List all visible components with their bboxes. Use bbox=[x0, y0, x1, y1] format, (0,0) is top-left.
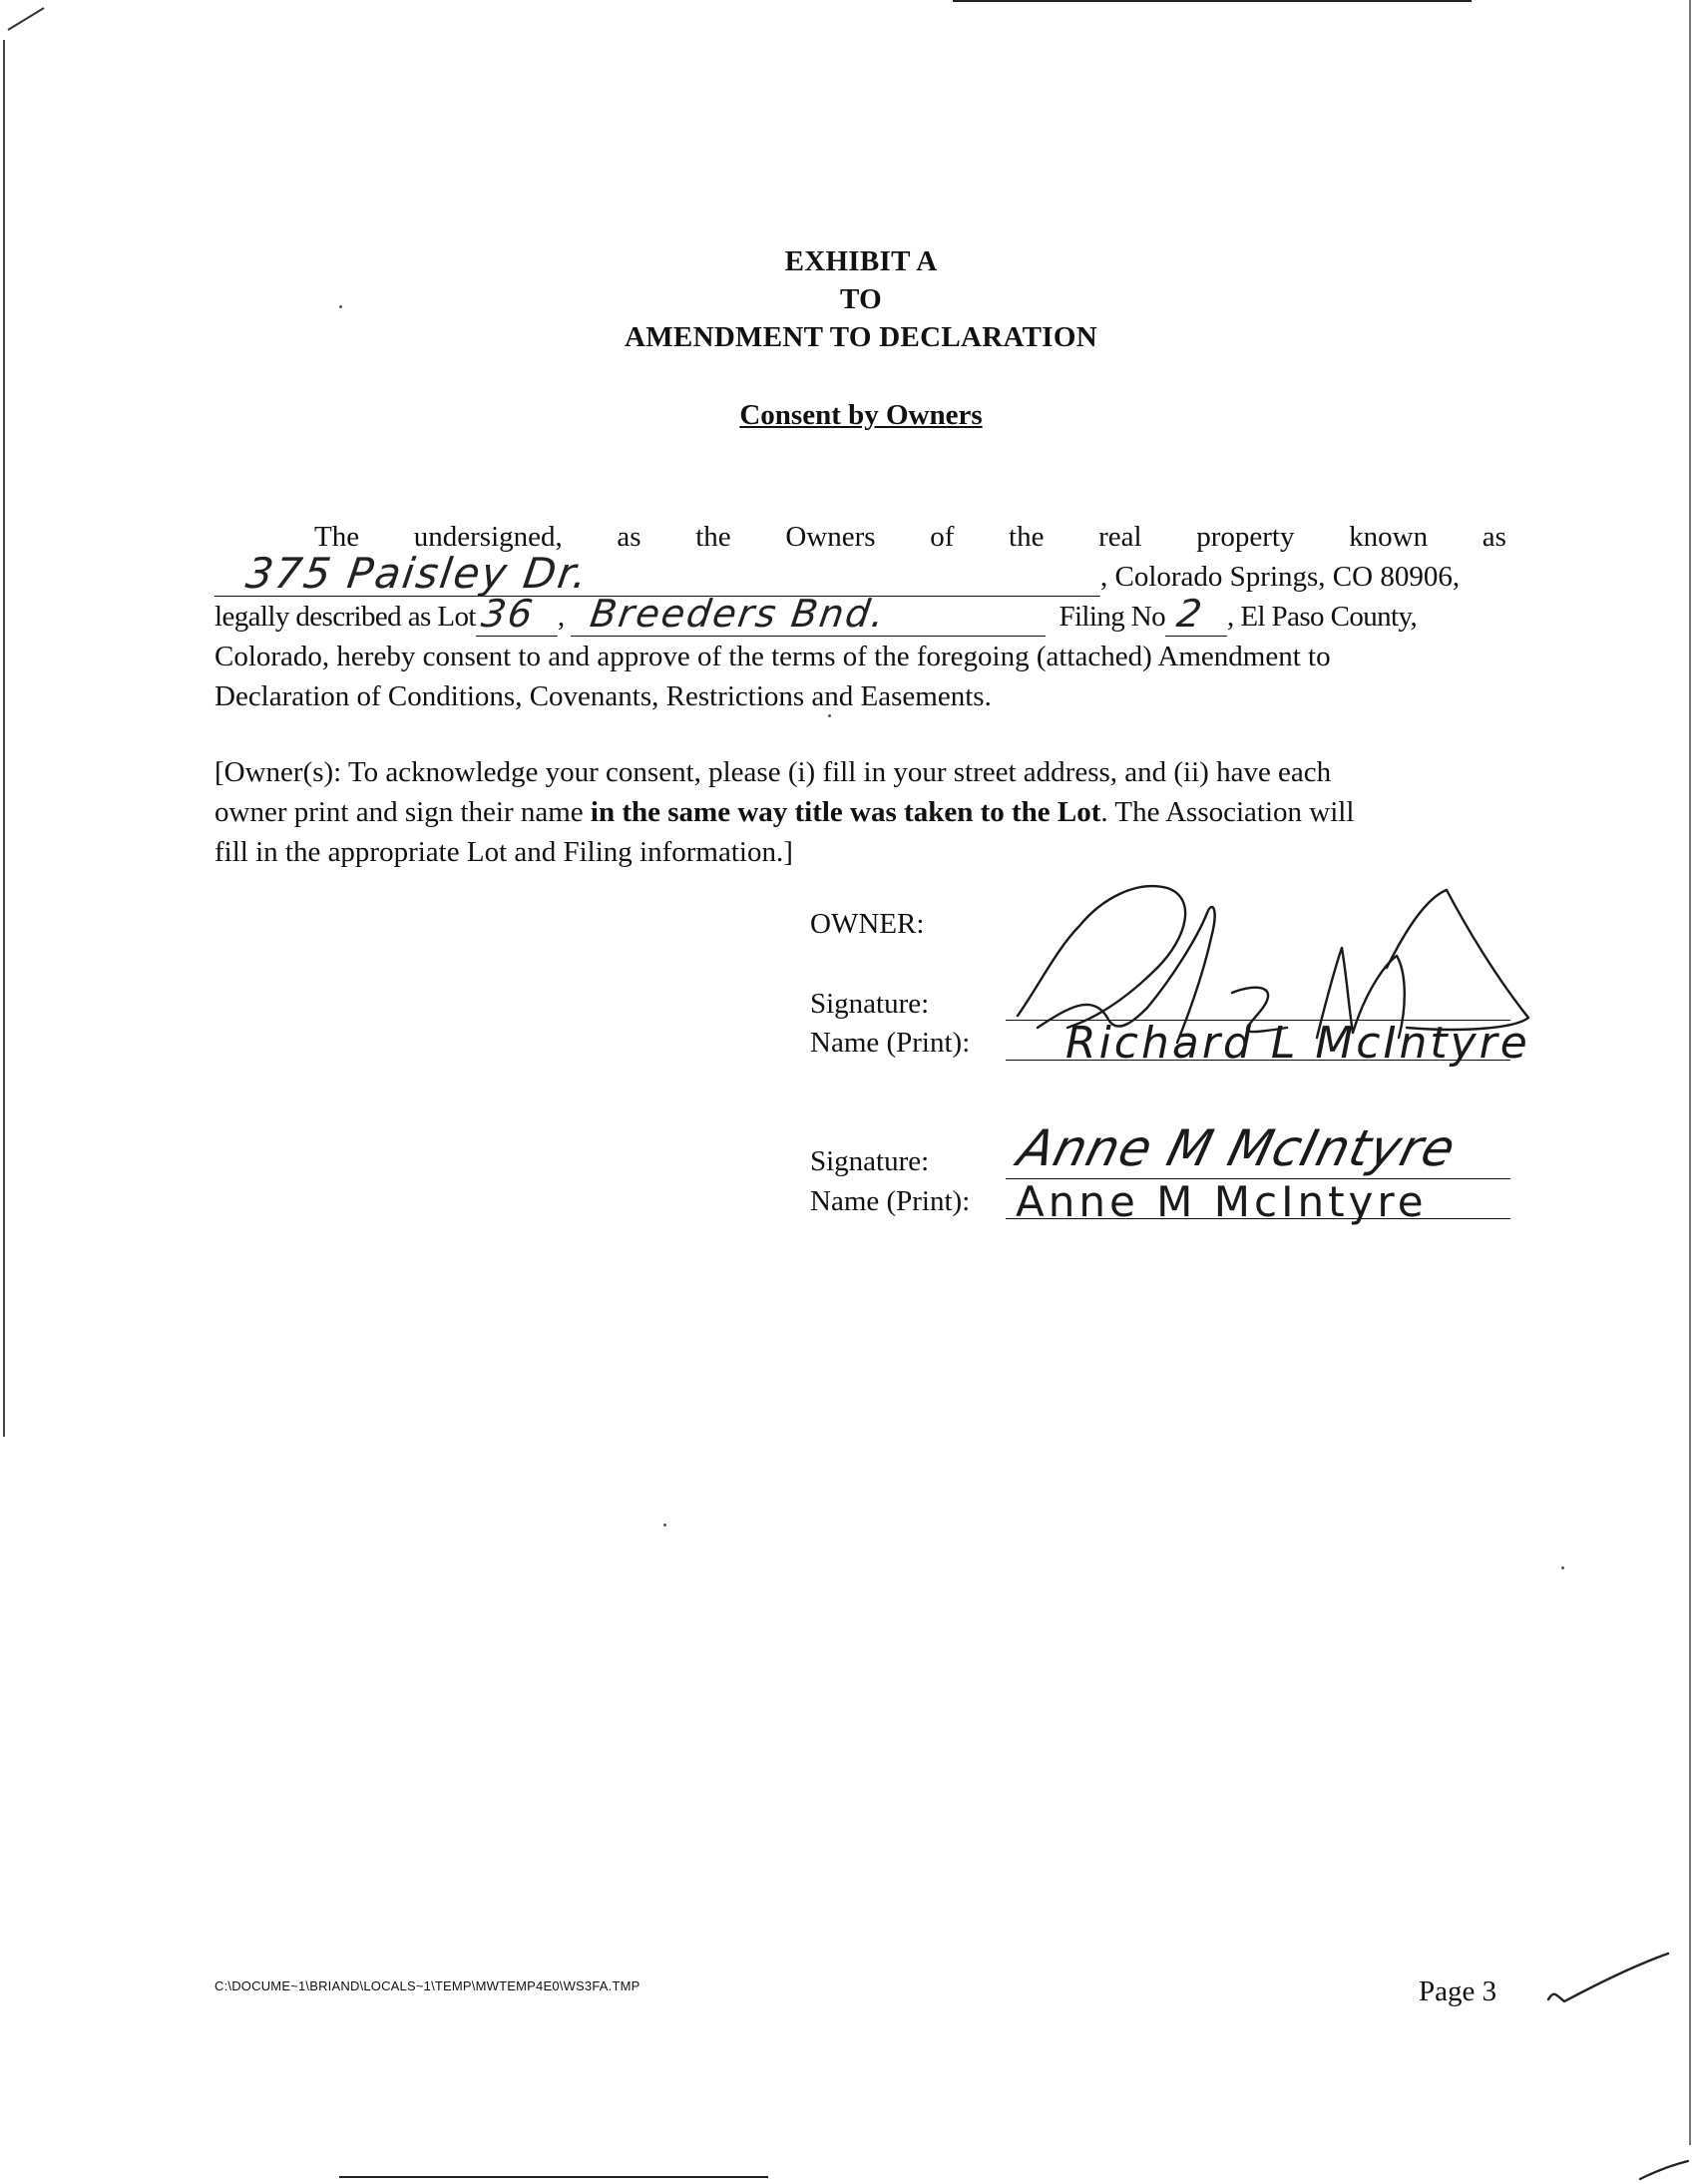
word: as bbox=[617, 521, 641, 553]
paragraph1-line2 bbox=[214, 549, 1506, 598]
subdivision-handwritten: Breeders Bnd. bbox=[588, 592, 890, 636]
footer-file-path: C:\DOCUME~1\BRIAND\LOCALS~1\TEMP\MWTEMP4E0\WS3FA.TMP bbox=[214, 1978, 640, 1993]
word: of bbox=[930, 521, 955, 553]
comma: , bbox=[557, 601, 565, 633]
owner-label: OWNER: bbox=[810, 908, 925, 940]
signature-label-2: Signature: bbox=[810, 1145, 930, 1177]
speck bbox=[663, 1524, 666, 1527]
corner-scan-mark-bottom bbox=[1636, 2145, 1691, 2184]
street-address-handwritten: 375 Paisley Dr. bbox=[242, 549, 593, 598]
name-label-1: Name (Print): bbox=[810, 1027, 971, 1059]
name-print-handwritten-2: Anne M McIntyre bbox=[1016, 1177, 1428, 1226]
word: as bbox=[1482, 521, 1506, 553]
word: real bbox=[1098, 521, 1142, 553]
word: Owners bbox=[785, 521, 876, 553]
word: the bbox=[1009, 521, 1045, 553]
word: known bbox=[1349, 521, 1429, 553]
corner-scan-mark bbox=[0, 0, 60, 40]
exhibit-title-to: TO bbox=[840, 283, 882, 315]
instruction-bold: in the same way title was taken to the Lot bbox=[590, 796, 1101, 828]
signature-handwritten-2: Anne M McIntyre bbox=[1012, 1119, 1463, 1177]
paragraph2-line3: fill in the appropriate Lot and Filing information.] bbox=[214, 836, 793, 868]
paragraph2-line2 bbox=[214, 792, 1506, 832]
filing-handwritten: 2 bbox=[1173, 592, 1207, 636]
name-print-handwritten-1: Richard L McIntyre bbox=[1065, 1018, 1530, 1069]
signature-label-1: Signature: bbox=[810, 988, 930, 1020]
word: The bbox=[314, 521, 360, 553]
city-state-zip: , Colorado Springs, CO 80906, bbox=[1100, 561, 1461, 593]
name-label-2: Name (Print): bbox=[810, 1185, 971, 1217]
word: property bbox=[1196, 521, 1295, 553]
county-text: , El Paso County, bbox=[1227, 601, 1418, 633]
consent-subheading: Consent by Owners bbox=[739, 399, 983, 431]
filing-label: Filing No bbox=[1059, 601, 1166, 633]
instruction-text: owner print and sign their name bbox=[214, 796, 591, 828]
word: the bbox=[695, 521, 731, 553]
filing-field bbox=[1165, 592, 1227, 637]
paragraph1-line5: Declaration of Conditions, Covenants, Restrictions and Easements. bbox=[214, 680, 992, 712]
margin-check-mark bbox=[1544, 1946, 1674, 2015]
speck bbox=[1561, 1566, 1564, 1569]
scan-bottom-rule bbox=[339, 2176, 768, 2178]
subdivision-field bbox=[571, 592, 1046, 637]
paragraph1-line3 bbox=[214, 592, 1506, 637]
word: undersigned, bbox=[413, 521, 563, 553]
lot-handwritten: 36 bbox=[478, 592, 538, 636]
paragraph1-line4: Colorado, hereby consent to and approve of the terms of the foregoing (attached) Amendment to bbox=[214, 641, 1331, 672]
paragraph2-line1: [Owner(s): To acknowledge your consent, please (i) fill in your street address, and (ii) have each bbox=[214, 756, 1332, 788]
scan-top-rule bbox=[953, 0, 1472, 2]
instruction-text-tail: . The Association will bbox=[1100, 796, 1355, 828]
lot-field bbox=[476, 592, 558, 637]
legal-description-label: legally described as Lot bbox=[214, 601, 476, 633]
exhibit-title-amendment: AMENDMENT TO DECLARATION bbox=[625, 321, 1097, 353]
exhibit-title: EXHIBIT A bbox=[784, 245, 938, 277]
page-number: Page 3 bbox=[1419, 1975, 1497, 2007]
